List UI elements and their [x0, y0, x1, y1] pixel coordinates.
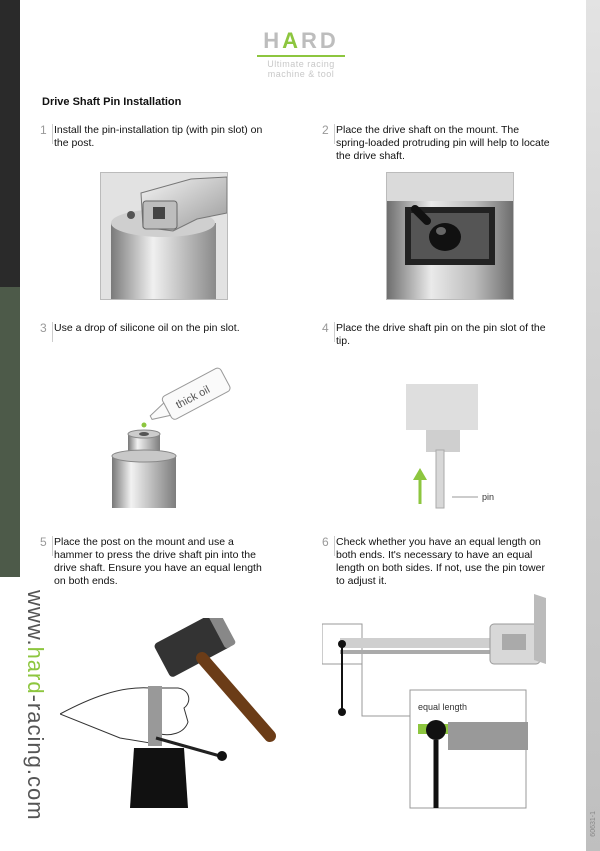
website-url: www.hard-racing.com: [23, 590, 48, 821]
illustration-pin-on-tip: [400, 380, 510, 510]
photo-shaft-on-mount: [386, 172, 514, 300]
step-5: 5 Place the post on the mount and use a hammer to press the drive shaft pin into the drive shaft. Ensure you have an equal length on both ends.: [40, 535, 262, 587]
thick-oil-label: thick oil: [173, 383, 213, 412]
sidebar-dark: [0, 0, 20, 287]
logo-word: HARD: [263, 28, 339, 53]
step-6: 6 Check whether you have an equal length on both ends. It's necessary to have an equal length on both sides. If not, use the pin tower to adjust it.: [322, 535, 545, 587]
step-1: 1 Install the pin-installation tip (with pin slot) on the post.: [40, 123, 263, 149]
illustration-oil-drop: [110, 362, 240, 512]
step-3: 3 Use a drop of silicone oil on the pin slot.: [40, 322, 268, 335]
page-title: Drive Shaft Pin Installation: [42, 96, 182, 108]
document-code: 60631-1: [590, 811, 597, 837]
logo-tagline-2: machine & tool: [267, 69, 335, 79]
sidebar-green: [0, 287, 20, 577]
right-edge-bar: [586, 0, 600, 851]
photo-wrench-on-post: [100, 172, 228, 300]
pin-label: pin: [482, 492, 495, 502]
illustration-caliper: [322, 594, 558, 814]
illustration-hammer: [60, 618, 280, 808]
brand-logo: [255, 28, 347, 82]
sidebar-light: [0, 577, 20, 851]
step-2: 2 Place the drive shaft on the mount. The spring-loaded protruding pin will help to locate the drive shaft.: [322, 123, 550, 162]
equal-length-label: equal length: [418, 702, 468, 712]
step-4: 4 Place the drive shaft pin on the pin slot of the tip.: [322, 321, 546, 347]
logo-tagline-1: Ultimate racing: [267, 59, 335, 69]
